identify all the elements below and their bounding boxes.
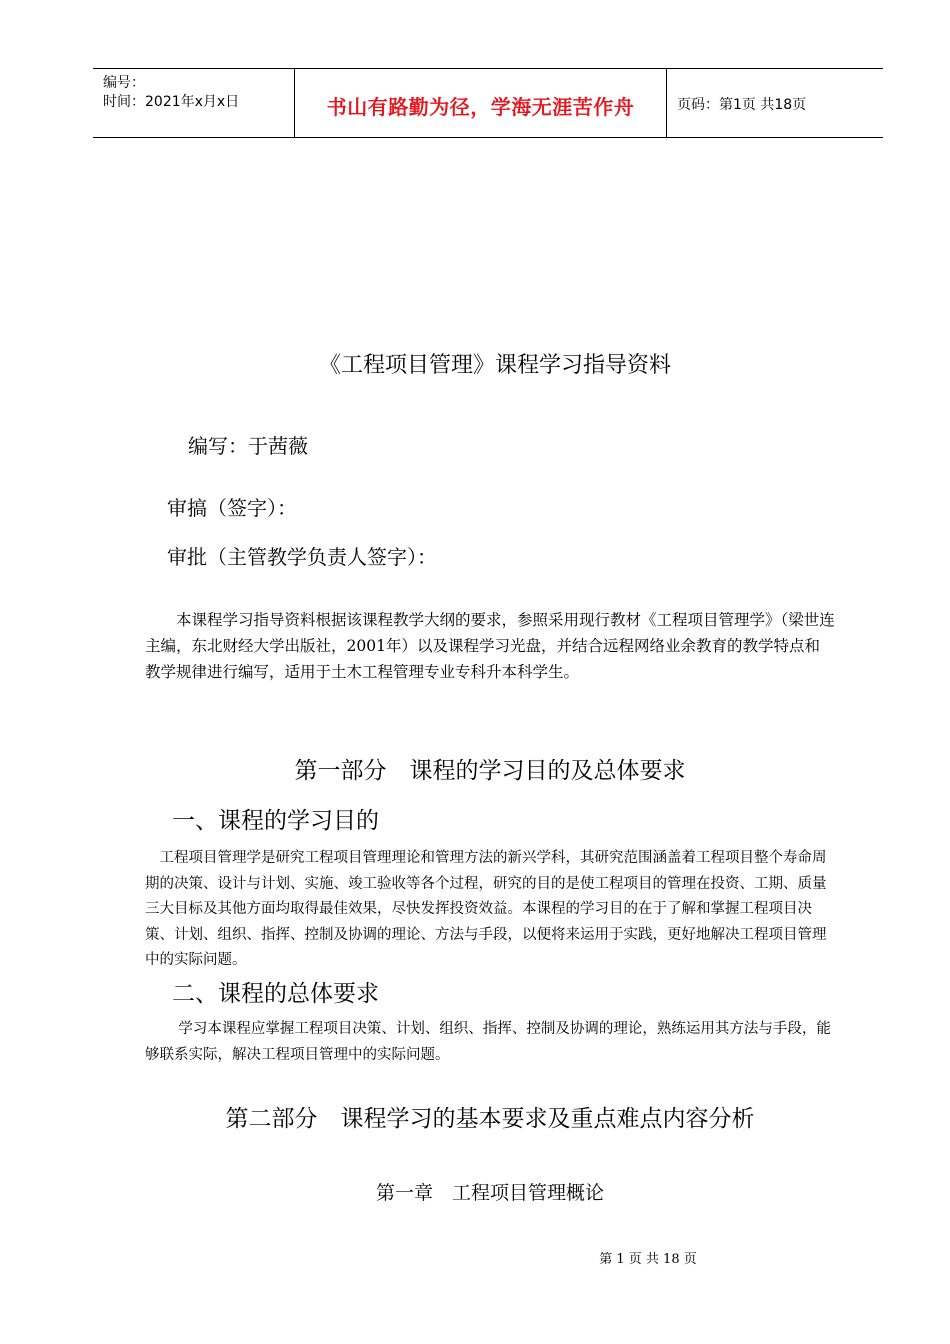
header-page-info: 页码：第1页 共18页 <box>677 97 807 113</box>
section-one-body: 工程项目管理学是研究工程项目管理理论和管理方法的新兴学科，其研究范围涵盖着工程项目整个寿命周期的决策、设计与计划、实施、竣工验收等各个过程，研究的目的是使工程项目的管理在投资、工期、质量三大目标及其他方面均取得最佳效果，尽快发挥投资效益。本课程的学习目的在于了解和掌握工程项目决策、计划、组织、指挥、控制及协调的理论、方法与手段，以便将来运用于实践，更好地解决工程项目管理中的实际问题。 <box>145 850 827 968</box>
header-middle-cell <box>294 69 667 137</box>
chapter-one-heading: 第一章 工程项目管理概论 <box>375 1182 604 1204</box>
time-line: 时间：2021年x月x日 <box>103 94 240 110</box>
section-two-body: 学习本课程应掌握工程项目决策、计划、组织、指挥、控制及协调的理论，熟练运用其方法与手段，能够联系实际，解决工程项目管理中的实际问题。 <box>145 1021 831 1063</box>
page-footer-number: 第 1 页 共 18 页 <box>599 1252 697 1267</box>
section-two-heading: 二、课程的总体要求 <box>172 981 379 1007</box>
part-one-heading: 第一部分 课程的学习目的及总体要求 <box>294 758 686 784</box>
serial-number-label: 编号： <box>103 75 145 91</box>
header-right-cell <box>667 69 883 137</box>
approval-signature-line: 审批（主管教学负责人签字）： <box>167 545 437 569</box>
review-signature-line: 审搞（签字）： <box>167 496 297 520</box>
intro-paragraph: 本课程学习指导资料根据该课程教学大纲的要求，参照采用现行教材《工程项目管理学》（梁世连主编，东北财经大学出版社，2001年）以及课程学习光盘，并结合远程网络业余教育的教学特点和教学规律进行编写，适用于土木工程管理专业专科升本科学生。 <box>145 611 835 681</box>
author-line: 编写：于茜薇 <box>188 434 308 458</box>
document-title: 《工程项目管理》课程学习指导资料 <box>318 353 671 378</box>
header-left-cell <box>93 69 294 137</box>
part-two-heading: 第二部分 课程学习的基本要求及重点难点内容分析 <box>225 1106 755 1132</box>
header-motto: 书山有路勤为径，学海无涯苦作舟 <box>326 95 635 119</box>
page-header <box>93 68 883 138</box>
section-one-heading: 一、课程的学习目的 <box>172 808 379 834</box>
